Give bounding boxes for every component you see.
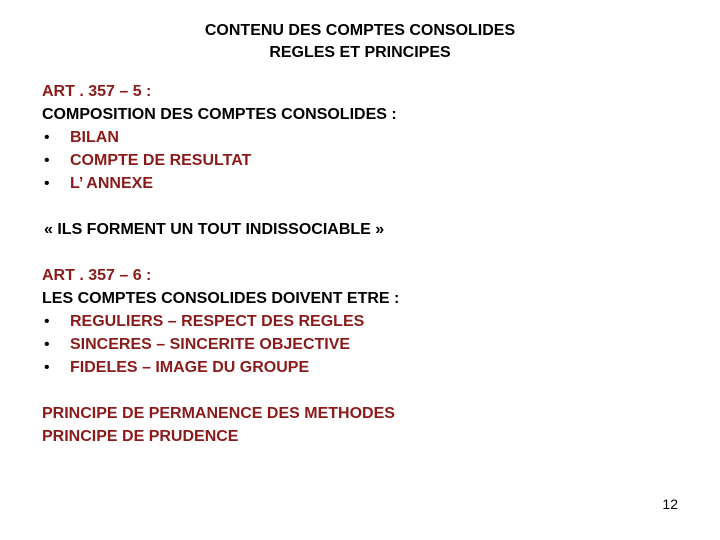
list-item-text: COMPTE DE RESULTAT [70,152,252,169]
list-item-text: BILAN [70,129,119,146]
spacer [42,379,682,402]
bullet-icon: • [44,129,50,146]
slide-content [42,80,682,448]
list-item-text: L’ ANNEXE [70,175,153,192]
list-item-text: FIDELES – IMAGE DU GROUPE [70,359,310,376]
composition-heading: COMPOSITION DES COMPTES CONSOLIDES : [42,106,397,123]
quote-text: « ILS FORMENT UN TOUT INDISSOCIABLE » [44,221,385,238]
list-item-text: REGULIERS – RESPECT DES REGLES [70,313,365,330]
bullet-icon: • [44,152,50,169]
bullet-icon: • [44,359,50,376]
title-line-1: CONTENU DES COMPTES CONSOLIDES [204,22,516,39]
page-number: 12 [662,496,678,512]
requirements-heading: LES COMPTES CONSOLIDES DOIVENT ETRE : [42,290,400,307]
article-357-5: ART . 357 – 5 : [42,83,152,100]
bullet-icon: • [44,175,50,192]
spacer [42,241,682,264]
list-item-text: SINCERES – SINCERITE OBJECTIVE [70,336,351,353]
slide-title [0,20,720,64]
bullet-icon: • [44,313,50,330]
list-item [42,172,682,195]
bullet-icon: • [44,336,50,353]
list-item [42,333,682,356]
principle-prudence: PRINCIPE DE PRUDENCE [42,428,239,445]
list-item [42,310,682,333]
title-line-2: REGLES ET PRINCIPES [269,44,451,61]
list-item [42,149,682,172]
list-item [42,126,682,149]
spacer [42,195,682,218]
principle-permanence: PRINCIPE DE PERMANENCE DES METHODES [42,405,395,422]
list-item [42,356,682,379]
article-357-6: ART . 357 – 6 : [42,267,152,284]
